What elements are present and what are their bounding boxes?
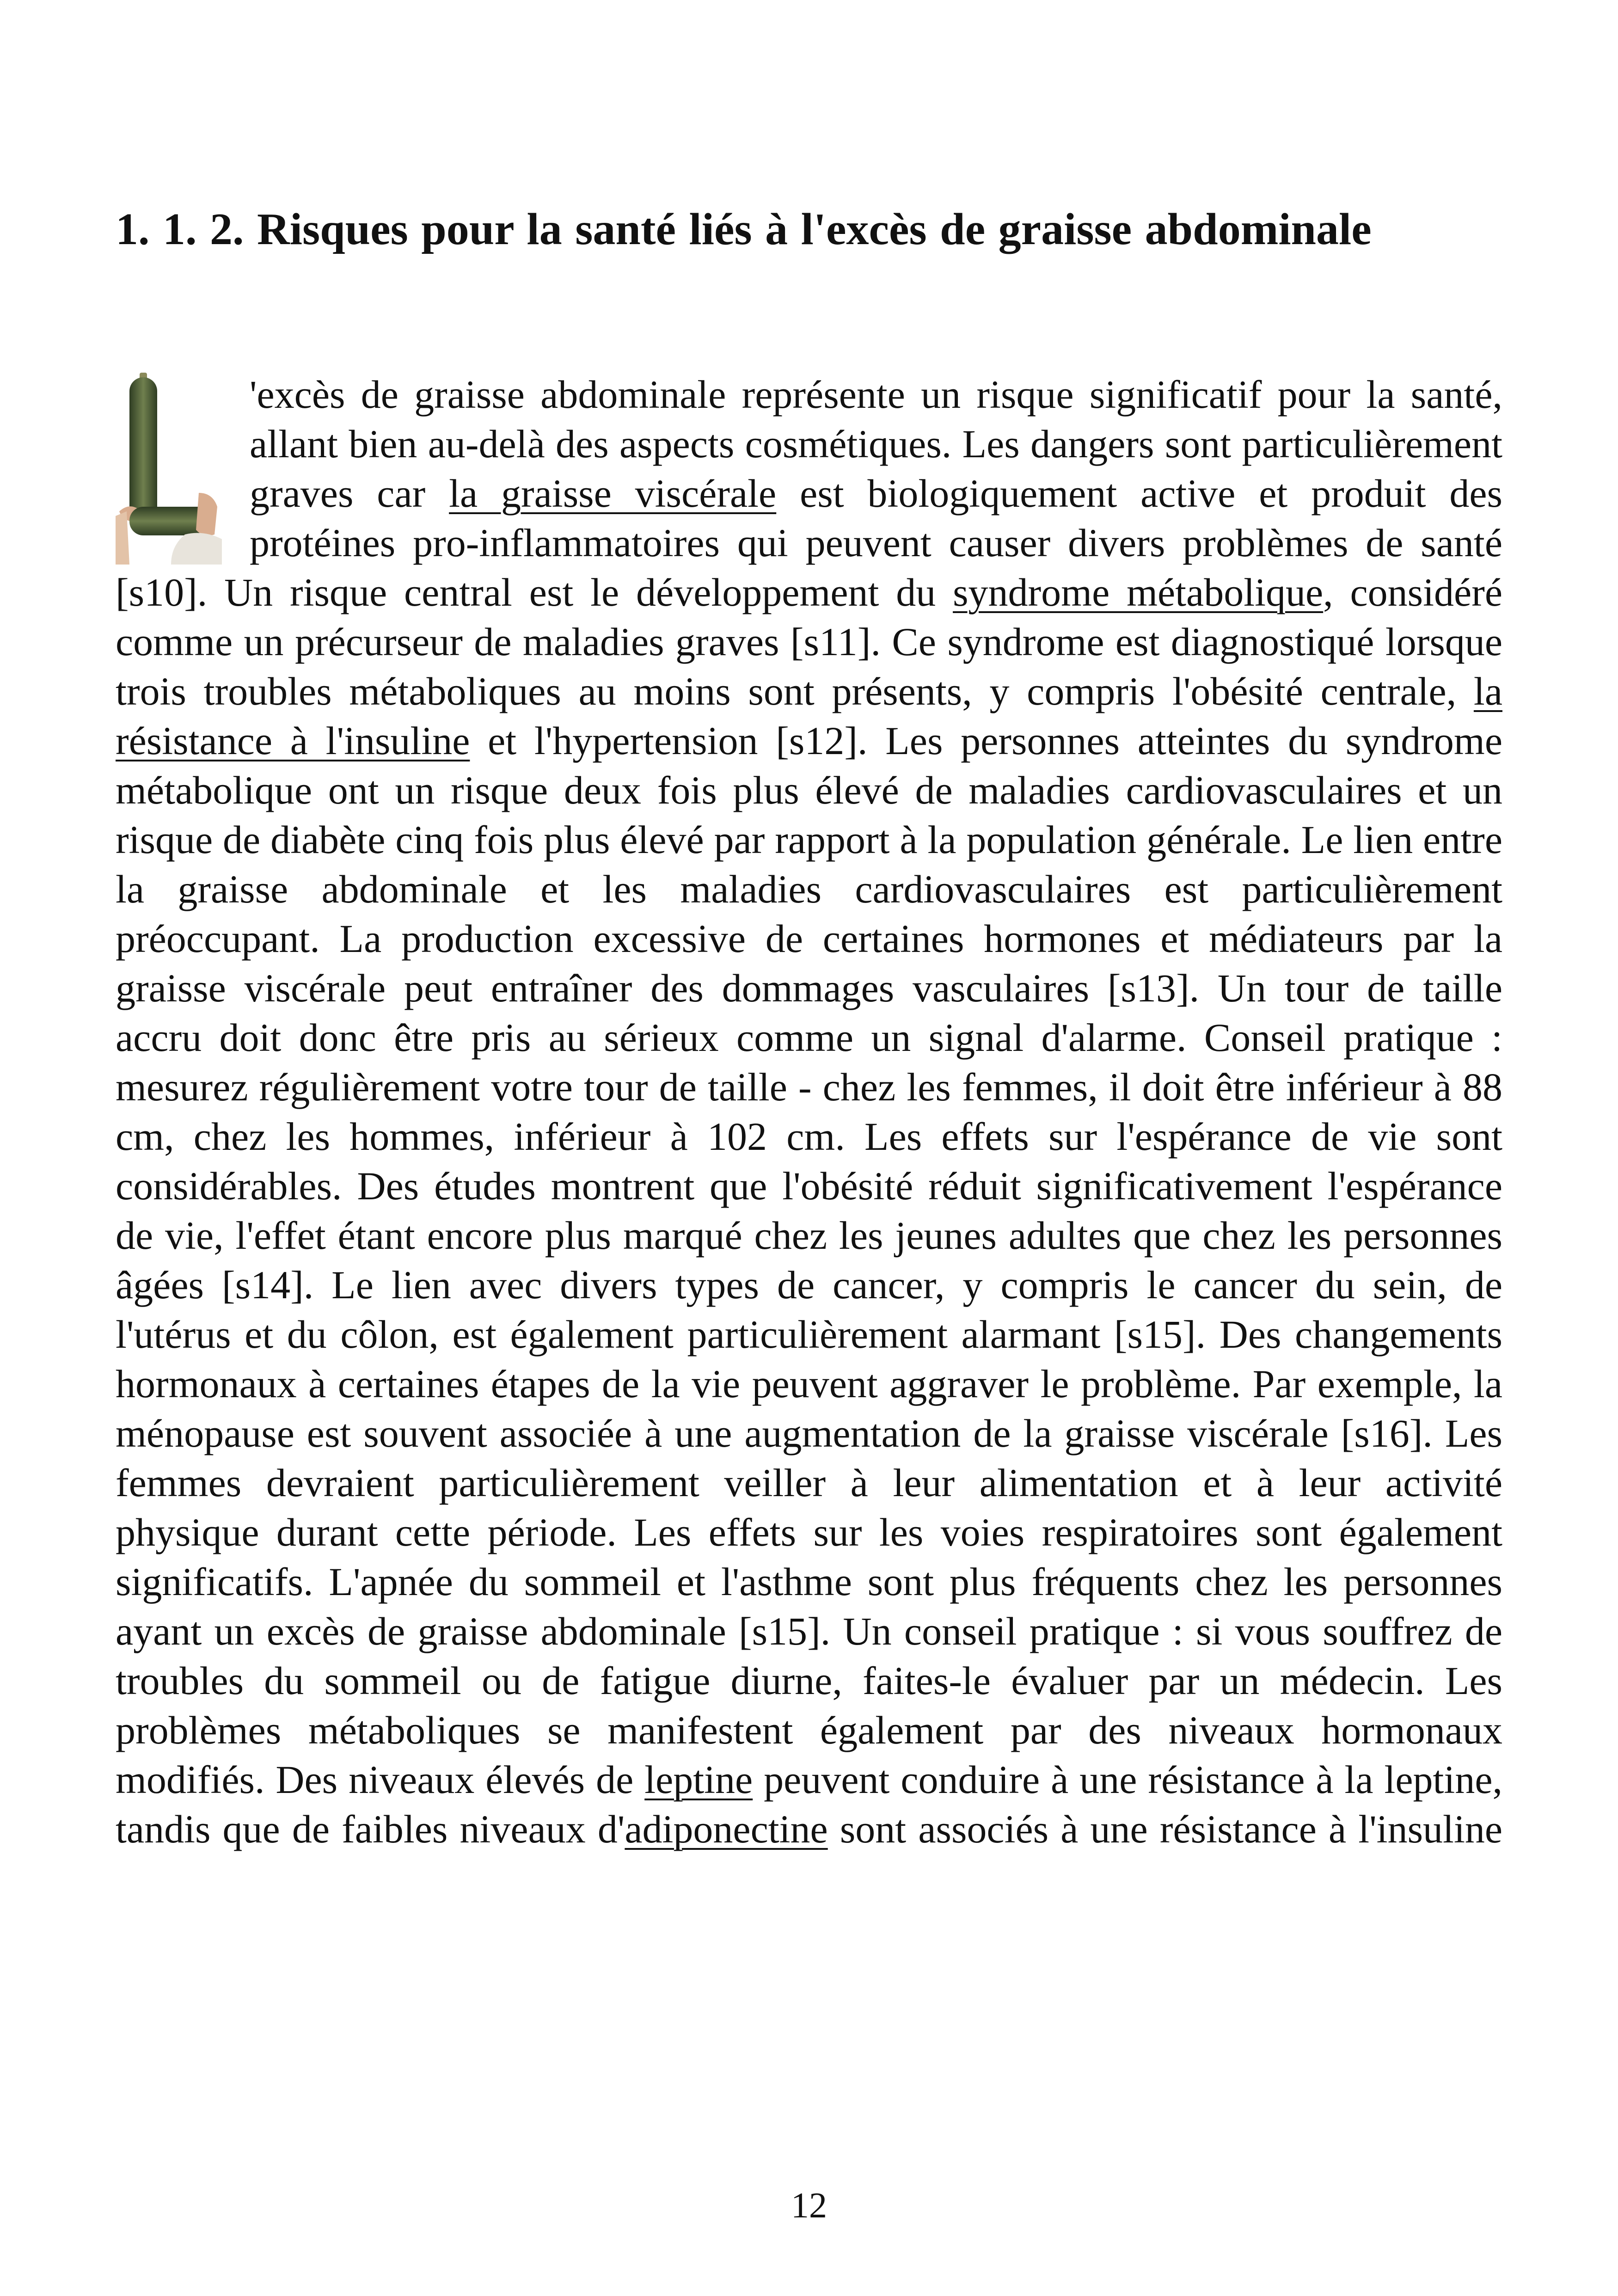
link-adiponectine[interactable]: adiponectine [625,1807,828,1851]
page-number: 12 [791,2185,827,2225]
body-paragraph: 'excès de graisse abdominale représente un risque significatif pour la santé, allant bien au-delà des aspects cosmétiques. Les dangers sont particulièrement graves car la graisse viscérale est biologiquement active et produit des protéines pro-inflammatoires qui peuvent causer divers problèmes de santé [s10]. Un risque central est le développement du syndrome métabolique, considéré comme un précurseur de maladies graves [s11]. Ce syndrome est diagnostiqué lorsque trois troubles métaboliques au moins sont présents, y compris l'obésité centrale, la résistance à l'insuline et l'hypertension [s12]. Les personnes atteintes du syndrome métabolique ont un risque deux fois plus élevé de maladies cardiovasculaires et un risque de diabète cinq fois plus élevé par rapport à la population générale. Le lien entre la graisse abdominale et les maladies cardiovasculaires est particulièrement préoccupant. La production excessive de certaines hormones et médiateurs par la graisse viscérale peut entraîner des dommages vasculaires [s13]. Un tour de taille accru doit donc être pris au sérieux comme un signal d'alarme. Conseil pratique : mesurez régulièrement votre tour de taille - chez les femmes, il doit être inférieur à 88 cm, chez les hommes, inférieur à 102 cm. Les effets sur l'espérance de vie sont considérables. Des études montrent que l'obésité réduit significativement l'espérance de vie, l'effet étant encore plus marqué chez les jeunes adultes que chez les personnes âgées [s14]. Le lien avec divers types de cancer, y compris le cancer du sein, de l'utérus et du côlon, est également particulièrement alarmant [s15]. Des changements hormonaux à certaines étapes de la vie peuvent aggraver le problème. Par exemple, la ménopause est souvent associée à une augmentation de la graisse viscérale [s16]. Les femmes devraient particulièrement veiller à leur alimentation et à leur activité physique durant cette période. Les effets sur les voies respiratoires sont également significatifs. L'apnée du sommeil et l'asthme sont plus fréquents chez les personnes ayant un excès de graisse abdominale [s15]. Un conseil pratique : si vous souffrez de troubles du sommeil ou de fatigue diurne, faites-le évaluer par un médecin. Les problèmes métaboliques se manifestent également par des niveaux hormonaux modifiés. Des niveaux élevés de leptine peuvent conduire à une résistance à la leptine, tandis que de faibles niveaux d'adiponectine sont associés à une résistance à l'insuline [116,372,1503,1851]
zucchini-illustration-icon [116,373,222,565]
page-content [116,199,1502,1854]
section-heading: 1. 1. 2. Risques pour la santé liés à l'excès de graisse abdominale [116,204,1372,254]
link-graisse-viscerale[interactable]: la graisse viscérale [449,471,777,516]
link-leptine[interactable]: leptine [644,1757,753,1802]
dropcap-zucchini-letter-l [116,373,222,565]
link-syndrome-metabolique[interactable]: syndrome métabolique [953,570,1324,614]
link-resistance-insuline[interactable]: la résistance à l'insuline [116,669,1502,763]
